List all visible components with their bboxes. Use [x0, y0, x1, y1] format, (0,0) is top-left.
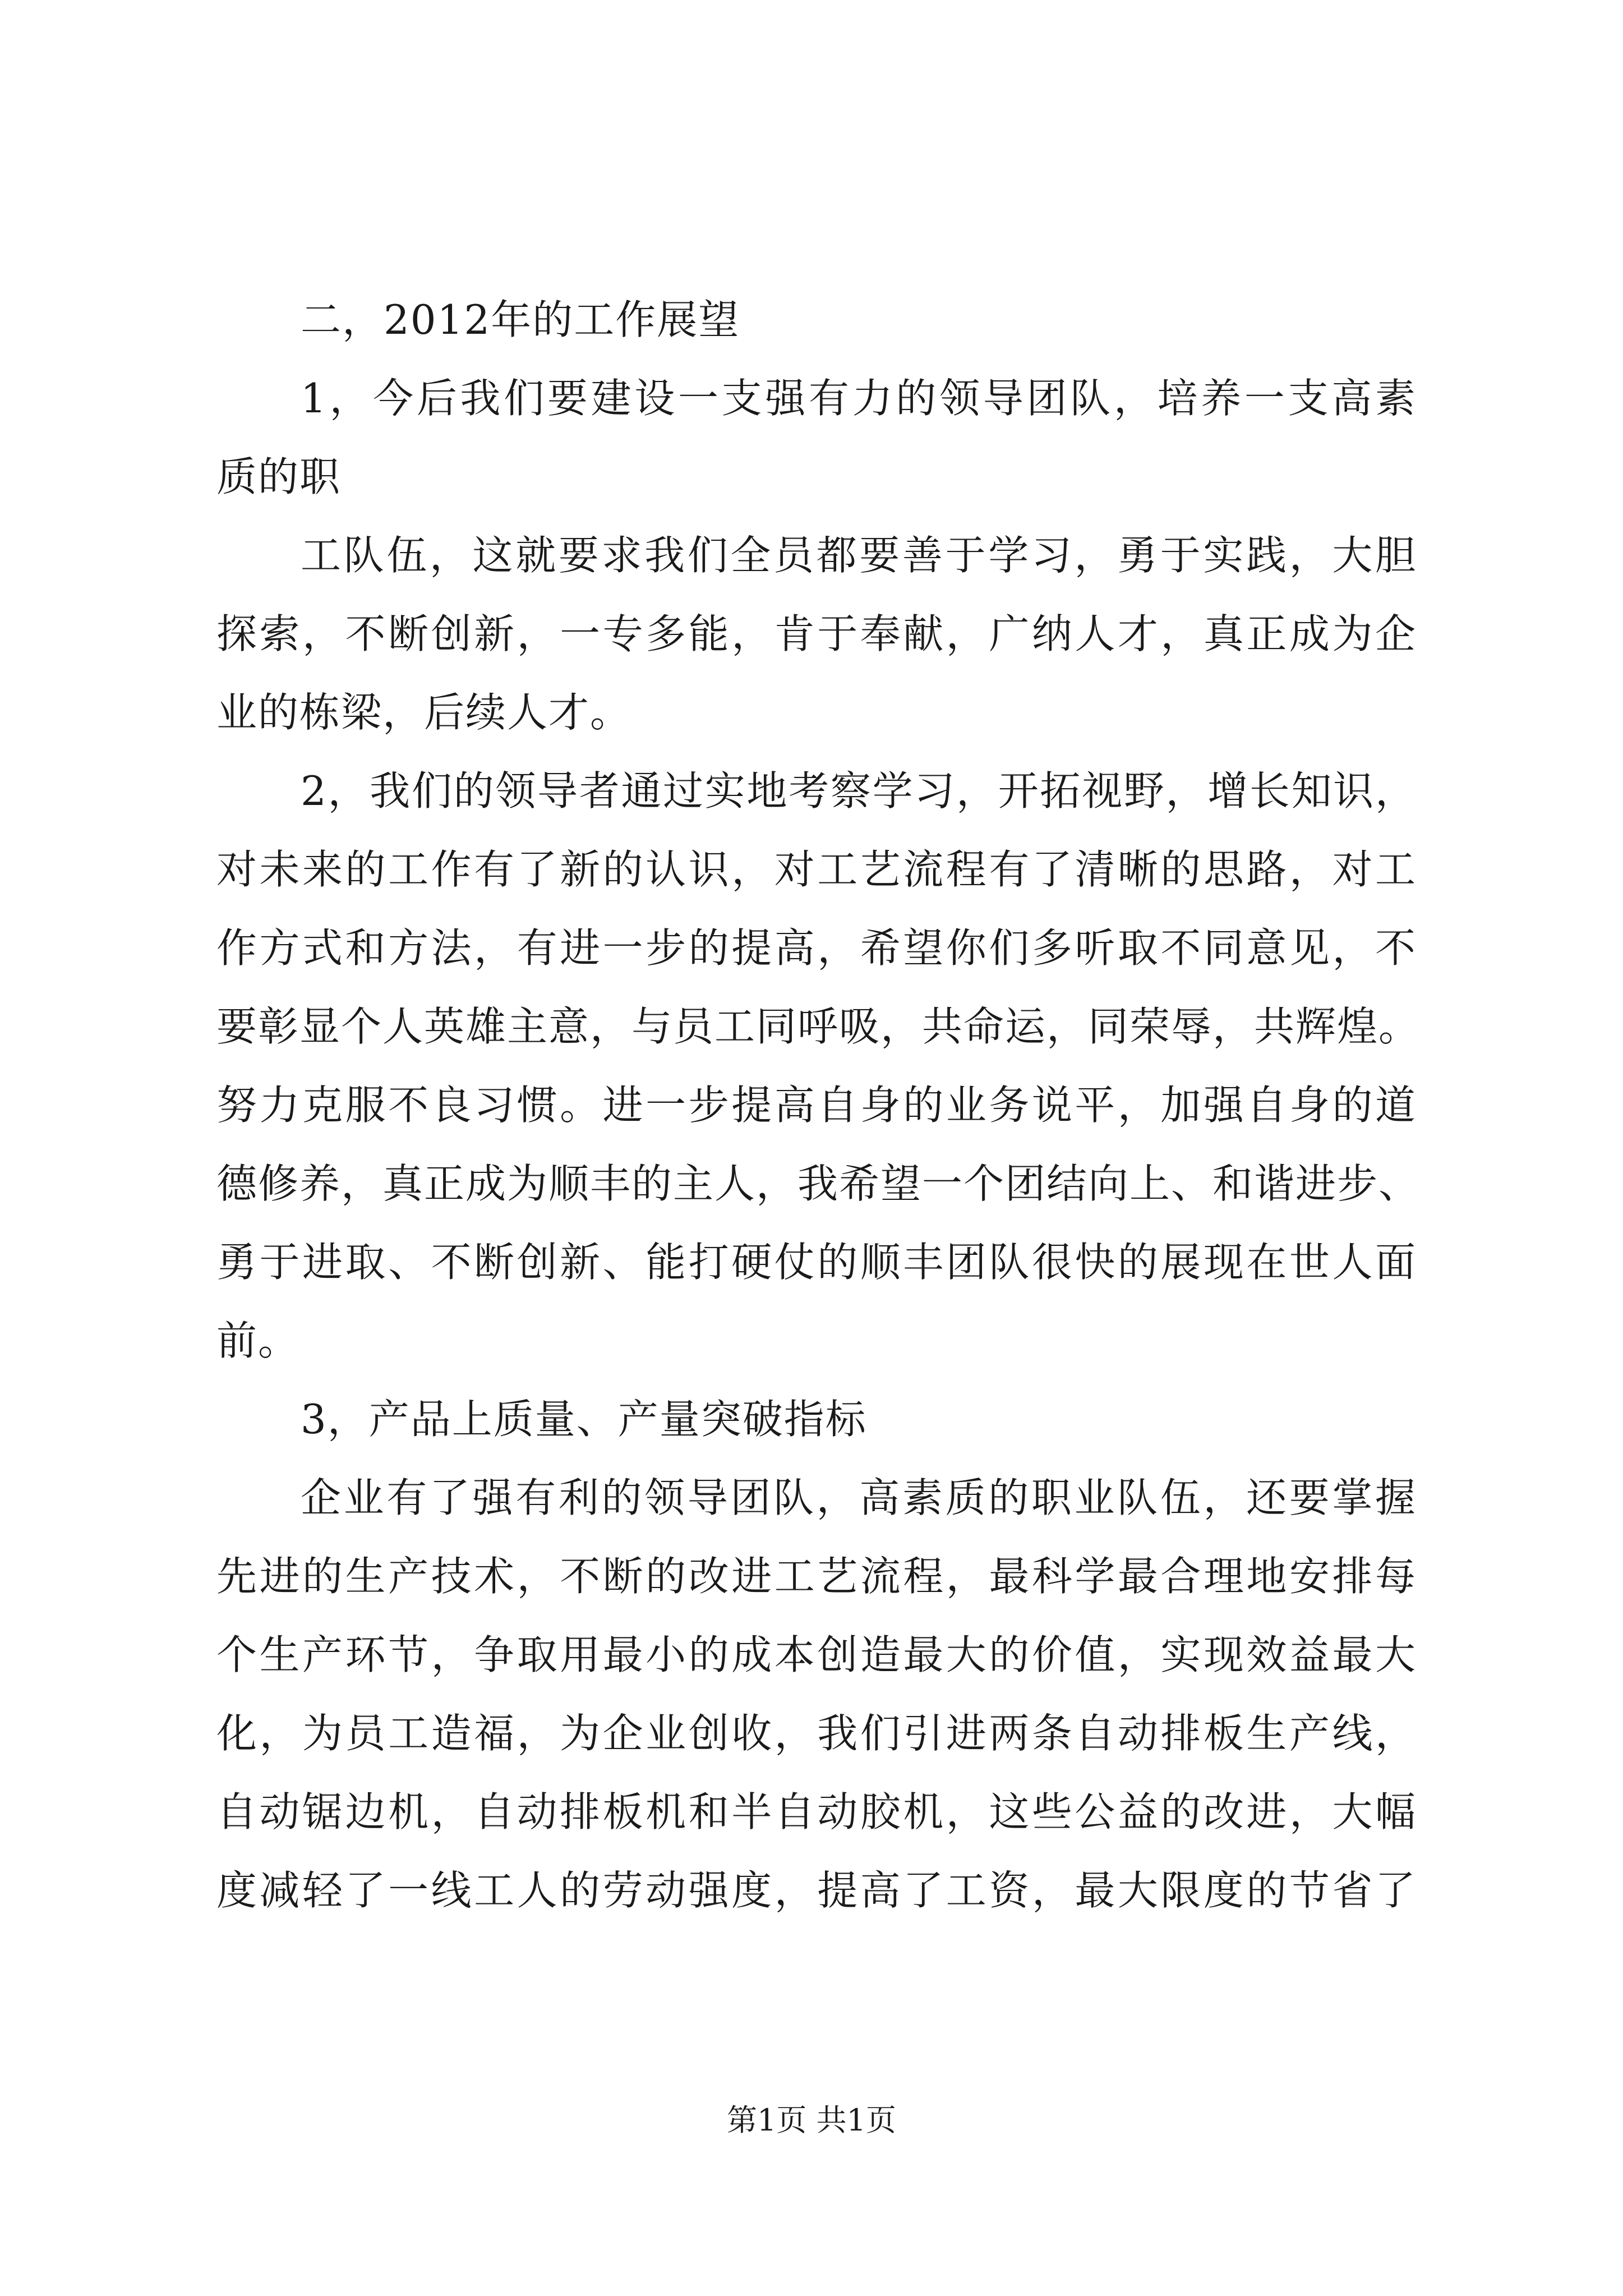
paragraph-line: 企业有了强有利的领导团队，高素质的职业队伍，还要掌握 [301, 1474, 1417, 1521]
paragraph-line: 个生产环节，争取用最小的成本创造最大的价值，实现效益最大 [216, 1631, 1417, 1678]
paragraph-line: 对未来的工作有了新的认识，对工艺流程有了清晰的思路，对工 [216, 846, 1417, 893]
paragraph-line: 勇于进取、不断创新、能打硬仗的顺丰团队很快的展现在世人面 [216, 1239, 1417, 1286]
section-heading: 3，产品上质量、产量突破指标 [301, 1396, 867, 1443]
page-footer: 第1页 共1页 [727, 2102, 896, 2138]
paragraph-line: 要彰显个人英雄主意，与员工同呼吸，共命运，同荣辱，共辉煌。 [216, 1003, 1421, 1050]
section-heading: 二，2012年的工作展望 [301, 296, 740, 343]
paragraph-line: 德修养，真正成为顺丰的主人，我希望一个团结向上、和谐进步、 [216, 1160, 1421, 1207]
paragraph-line: 工队伍，这就要求我们全员都要善于学习，勇于实践，大胆 [301, 532, 1417, 579]
paragraph-line: 作方式和方法，有进一步的提高，希望你们多听取不同意见，不 [216, 924, 1417, 972]
paragraph-line: 化，为员工造福，为企业创收，我们引进两条自动排板生产线， [216, 1710, 1417, 1757]
paragraph-line: 探索，不断创新，一专多能，肯于奉献，广纳人才，真正成为企 [216, 610, 1417, 657]
paragraph-line: 自动锯边机，自动排板机和半自动胶机，这些公益的改进，大幅 [216, 1788, 1417, 1835]
paragraph-line: 努力克服不良习惯。进一步提高自身的业务说平，加强自身的道 [216, 1082, 1417, 1129]
paragraph-line: 1，今后我们要建设一支强有力的领导团队，培养一支高素 [301, 375, 1417, 422]
paragraph-line: 前。 [216, 1317, 300, 1364]
paragraph-line: 业的栋梁，后续人才。 [216, 689, 632, 736]
paragraph-line: 2，我们的领导者通过实地考察学习，开拓视野，增长知识， [301, 767, 1417, 815]
paragraph-line: 先进的生产技术，不断的改进工艺流程，最科学最合理地安排每 [216, 1553, 1417, 1600]
paragraph-line: 度减轻了一线工人的劳动强度，提高了工资，最大限度的节省了 [216, 1867, 1417, 1914]
paragraph-line: 质的职 [216, 453, 342, 500]
